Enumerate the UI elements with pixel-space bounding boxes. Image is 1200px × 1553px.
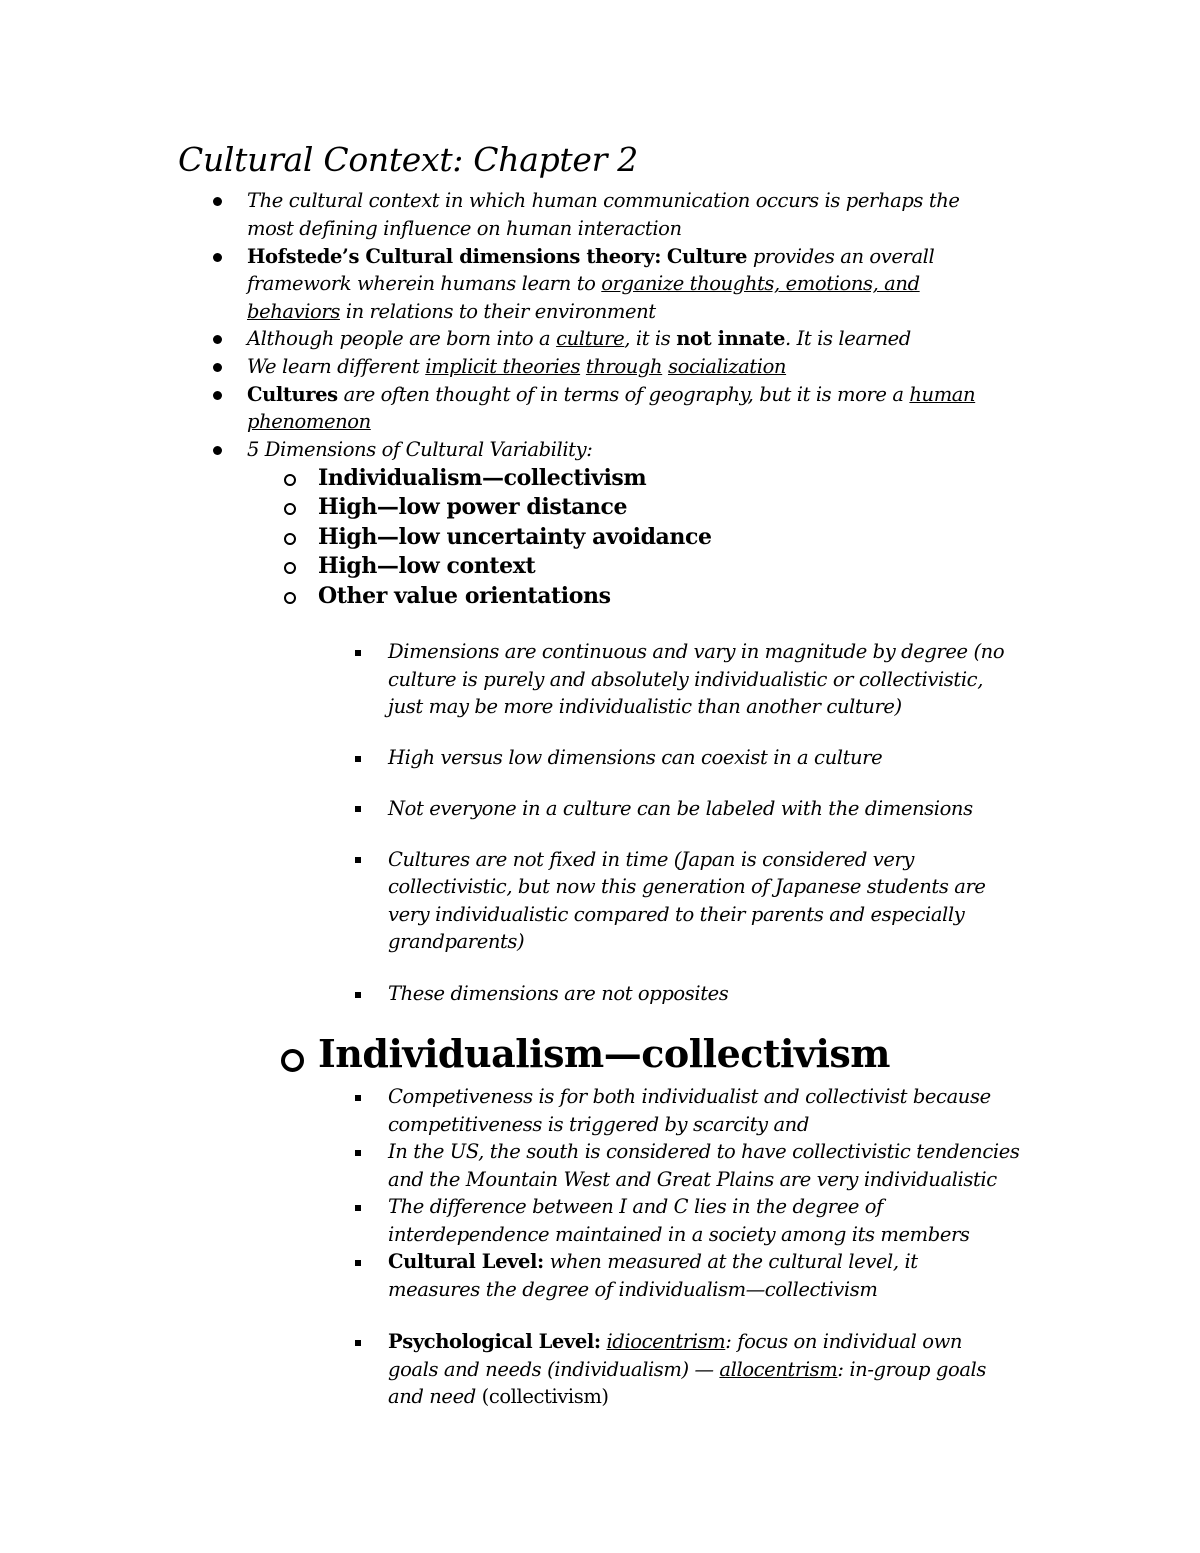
dimension-item: Individualism—collectivism (318, 465, 647, 491)
underlined-phrase: phenomenon (247, 410, 371, 433)
section-text-line (388, 1385, 609, 1408)
text-span: , it is (624, 327, 671, 350)
dimension-item: High—low context (318, 553, 536, 579)
term-cultural-level: Cultural Level: (388, 1250, 544, 1273)
text-span: in relations to their environment (345, 300, 656, 323)
section-text-line (388, 1330, 962, 1353)
text-span: goals and needs (individualism) — (388, 1358, 714, 1381)
section-text-line: interdependence maintained in a society among its members (388, 1223, 970, 1246)
text-span: provides an overall (752, 245, 935, 268)
bullet-dot-icon (213, 391, 222, 400)
section-text-line: and the Mountain West and Great Plains are very individualistic (388, 1168, 997, 1191)
bullet-text-line (247, 383, 975, 406)
dimension-item: High—low uncertainty avoidance (318, 524, 712, 550)
text-span: : focus on individual own (725, 1330, 963, 1353)
bullet-dot-icon (213, 335, 222, 344)
square-bullet-icon (355, 992, 361, 998)
text-span: are often thought of in terms of geography, but it is more a (343, 383, 904, 406)
note-text-line: High versus low dimensions can coexist in a culture (388, 746, 883, 769)
underlined-phrase: organize thoughts, emotions, and (601, 272, 920, 295)
square-bullet-icon (355, 650, 361, 656)
note-text-line: culture is purely and absolutely individualistic or collectivistic, (388, 668, 984, 691)
text-span: (collectivism) (481, 1385, 609, 1408)
text-span: We learn different (247, 355, 420, 378)
text-span: and need (388, 1385, 476, 1408)
square-bullet-icon (355, 1150, 361, 1156)
underlined-phrase: through (585, 355, 663, 378)
section-text-line: In the US, the south is considered to have collectivistic tendencies (388, 1140, 1020, 1163)
hollow-bullet-icon (284, 562, 296, 574)
section-text-line: measures the degree of individualism—collectivism (388, 1278, 878, 1301)
bullet-text-line: 5 Dimensions of Cultural Variability: (247, 438, 593, 461)
underlined-phrase: culture (556, 327, 625, 350)
bullet-text-line (247, 272, 920, 295)
note-text-line: These dimensions are not opposites (388, 982, 729, 1005)
term-psychological-level: Psychological Level: (388, 1330, 601, 1353)
note-text-line: Not everyone in a culture can be labeled with the dimensions (388, 797, 973, 820)
note-text-line: very individualistic compared to their parents and especially (388, 903, 965, 926)
bullet-dot-icon (213, 253, 222, 262)
note-text-line: collectivistic, but now this generation of Japanese students are (388, 875, 986, 898)
page-title: Cultural Context: Chapter 2 (178, 140, 638, 179)
square-bullet-icon (355, 1205, 361, 1211)
bullet-text-line (247, 327, 911, 350)
section-text-line: competitiveness is triggered by scarcity and (388, 1113, 809, 1136)
square-bullet-icon (355, 756, 361, 762)
dimension-item: High—low power distance (318, 494, 628, 520)
bold-phrase: not innate (676, 327, 785, 350)
square-bullet-icon (355, 857, 361, 863)
dimension-item: Other value orientations (318, 583, 611, 609)
bullet-dot-icon (213, 363, 222, 372)
square-bullet-icon (355, 1260, 361, 1266)
bullet-text-line (247, 300, 656, 323)
text-span: when measured at the cultural level, it (549, 1250, 918, 1273)
bullet-dot-icon (213, 197, 222, 206)
square-bullet-icon (355, 806, 361, 812)
note-text-line: Dimensions are continuous and vary in magnitude by degree (no (388, 640, 1005, 663)
square-bullet-icon (355, 1340, 361, 1346)
bullet-text-line: most defining influence on human interaction (247, 217, 682, 240)
underlined-phrase: allocentrism (719, 1358, 838, 1381)
underlined-phrase: implicit theories (425, 355, 581, 378)
hollow-bullet-icon (284, 474, 296, 486)
hollow-bullet-icon (284, 503, 296, 515)
underlined-phrase: socialization (668, 355, 787, 378)
section-heading: Individualism—collectivism (318, 1031, 890, 1076)
section-text-line (388, 1250, 918, 1273)
bullet-text-line (247, 245, 934, 268)
bullet-text-line (247, 355, 786, 378)
bullet-text-line (247, 410, 371, 433)
underlined-phrase: idiocentrism (606, 1330, 726, 1353)
term-hofstede: Hofstede’s Cultural dimensions theory: (247, 245, 662, 268)
note-text-line: just may be more individualistic than another culture) (388, 695, 902, 718)
note-text-line: grandparents) (388, 930, 525, 953)
text-span: Although people are born into a (247, 327, 551, 350)
bullet-dot-icon (213, 446, 222, 455)
text-span: : in-group goals (837, 1358, 987, 1381)
section-text-line (388, 1358, 986, 1381)
text-span: framework wherein humans learn to (247, 272, 596, 295)
underlined-phrase: behaviors (247, 300, 340, 323)
term-culture: Culture (666, 245, 747, 268)
text-span: . It is learned (785, 327, 911, 350)
square-bullet-icon (355, 1095, 361, 1101)
hollow-bullet-icon (284, 533, 296, 545)
bold-phrase: Cultures (247, 383, 338, 406)
note-text-line: Cultures are not fixed in time (Japan is considered very (388, 848, 915, 871)
section-text-line: Competiveness is for both individualist and collectivist because (388, 1085, 991, 1108)
hollow-bullet-icon (281, 1049, 304, 1072)
underlined-phrase: human (909, 383, 976, 406)
section-text-line: The difference between I and C lies in the degree of (388, 1195, 883, 1218)
hollow-bullet-icon (284, 592, 296, 604)
bullet-text-line: The cultural context in which human communication occurs is perhaps the (247, 189, 960, 212)
